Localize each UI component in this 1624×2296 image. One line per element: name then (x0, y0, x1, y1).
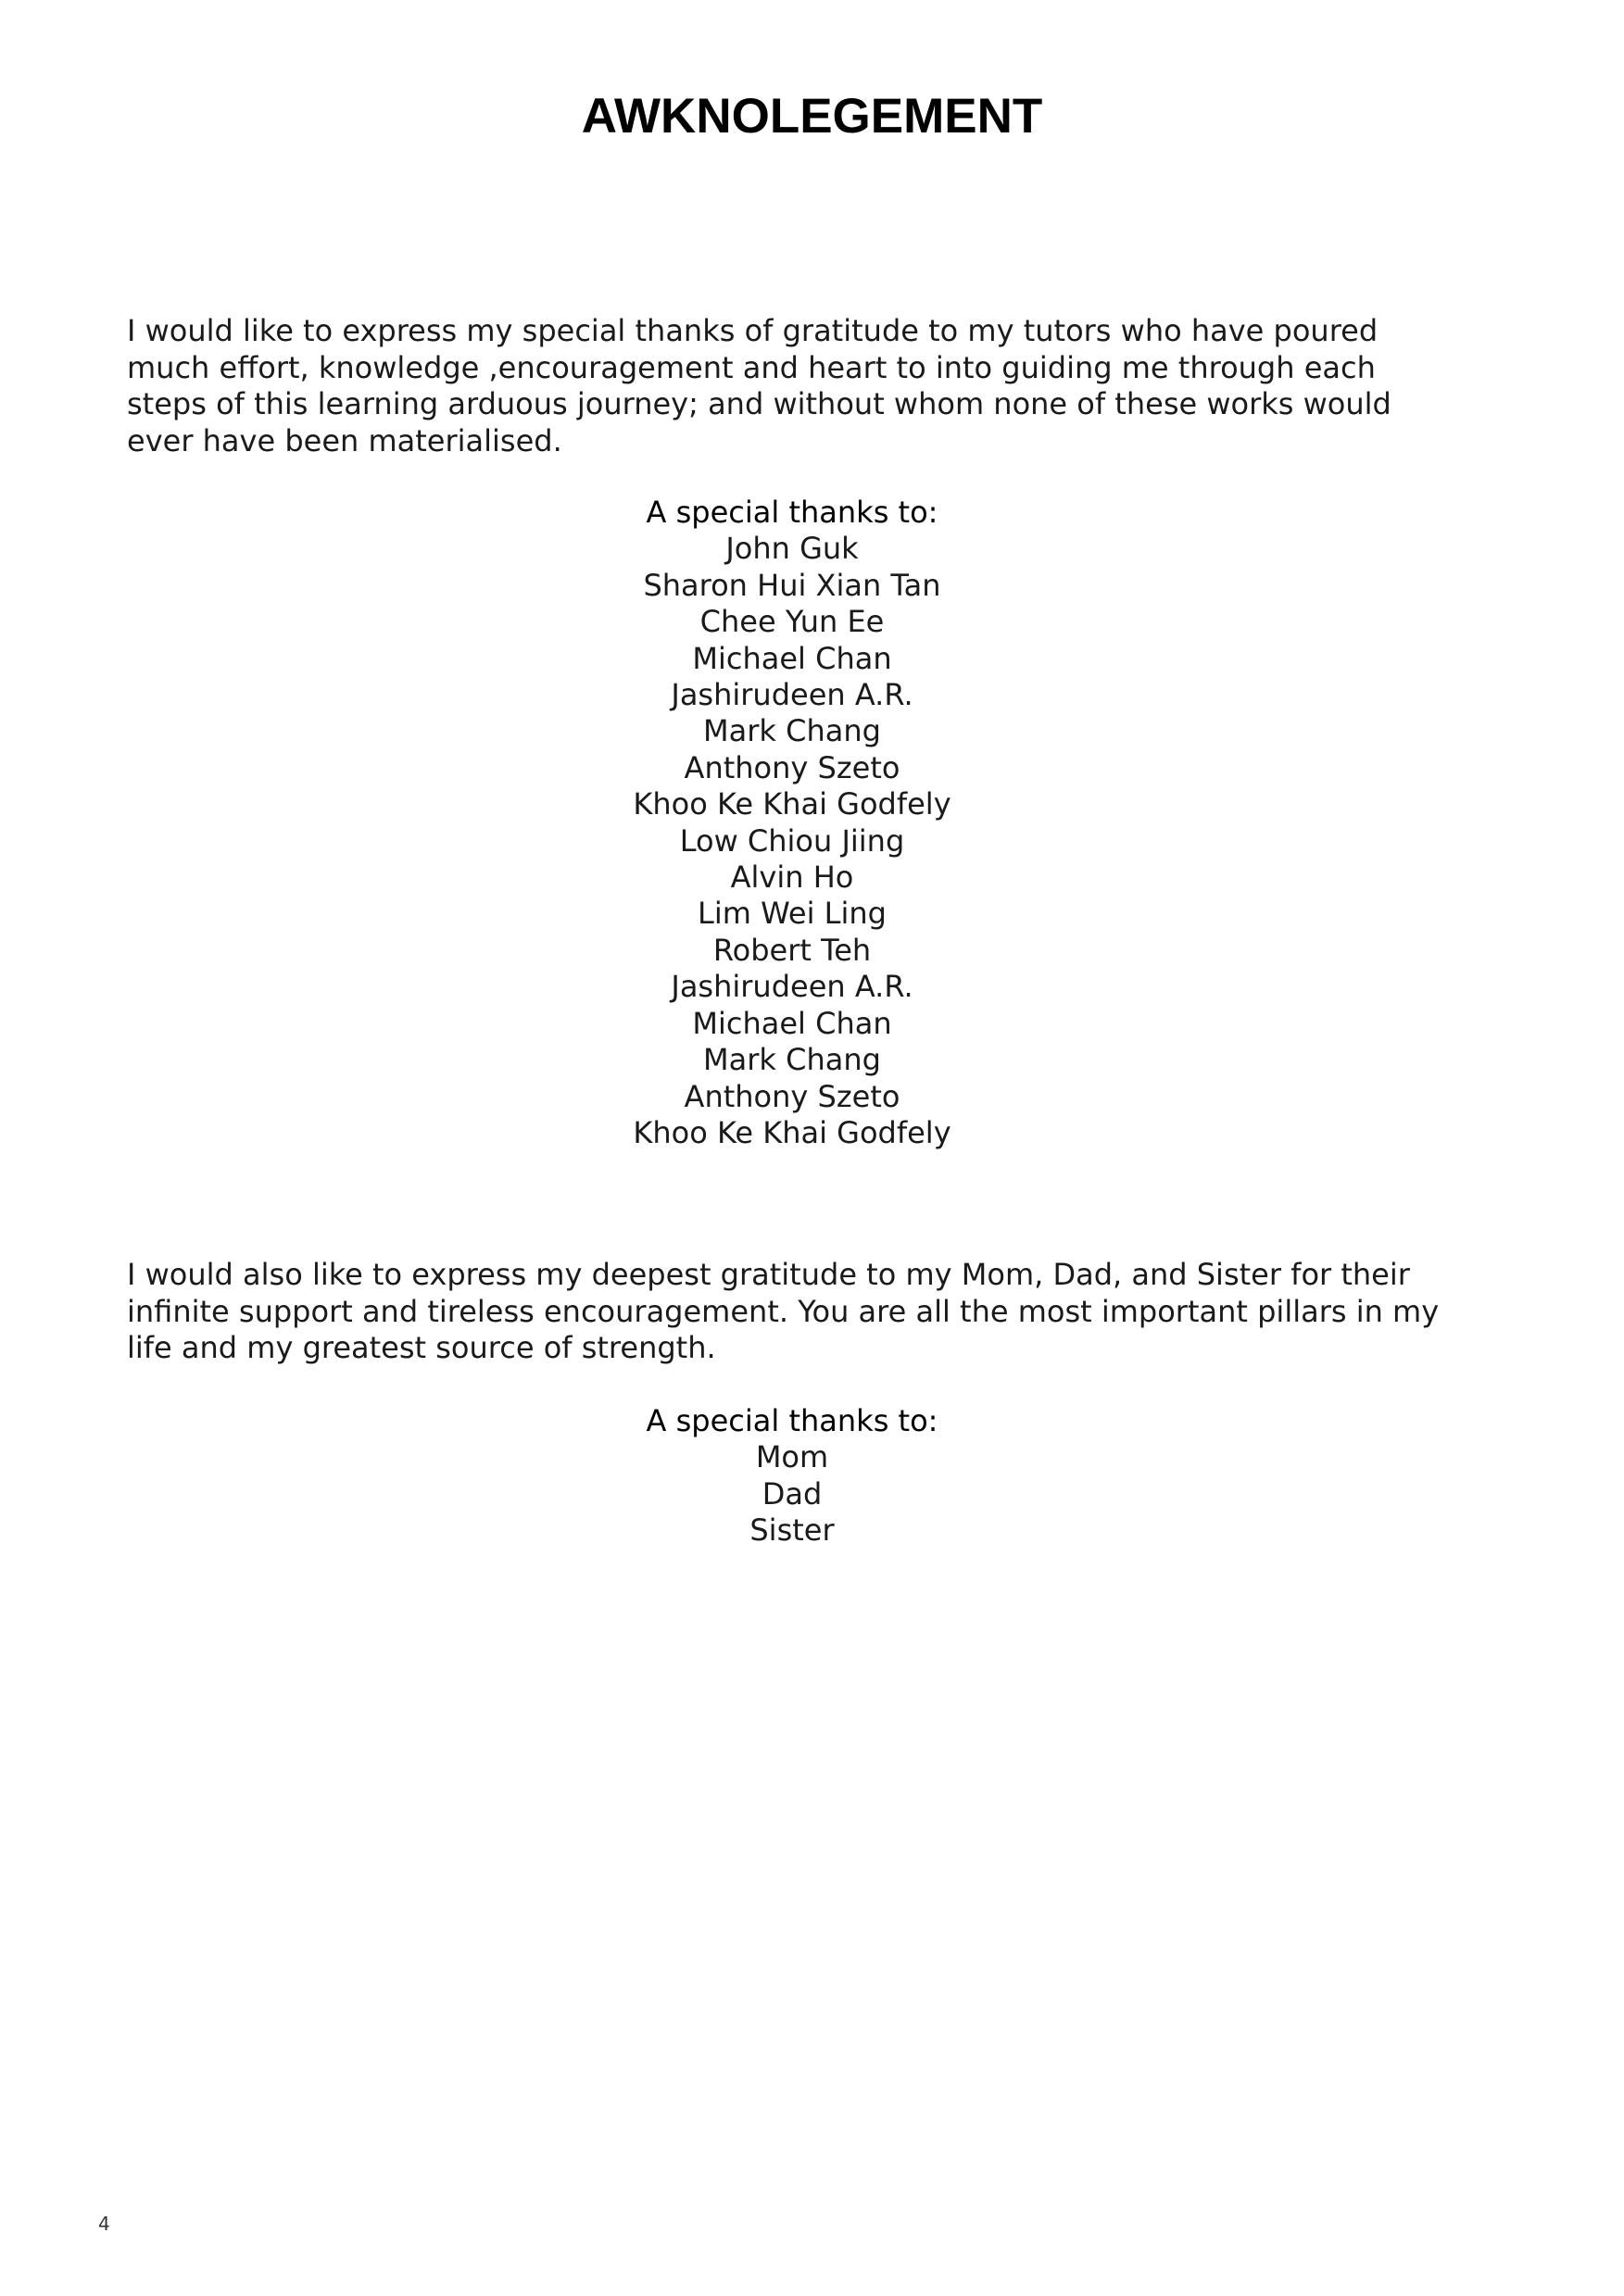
tutors-paragraph: I would like to express my special thanks of gratitude to my tutors who have poured much effort, knowledge ,encouragement and heart to into guiding me through each steps of this learning arduous journey; and without whom none of these works would ever have been materialised. (127, 313, 1391, 458)
tutor-name: Mark Chang (703, 1042, 881, 1078)
tutor-name: Anthony Szeto (684, 749, 900, 785)
family-name: Dad (762, 1475, 823, 1512)
family-paragraph: I would also like to express my deepest gratitude to my Mom, Dad, and Sister for their infinite support and tireless encouragement. You are all the most important pillars in my life and my greatest source of strength. (127, 1257, 1440, 1365)
family-name: Sister (749, 1512, 835, 1549)
tutor-name: Michael Chan (692, 1005, 892, 1041)
tutor-name: Chee Yun Ee (699, 604, 885, 640)
tutor-name: Jashirudeen A.R. (671, 677, 913, 713)
page-number: 4 (98, 2213, 110, 2235)
tutor-name: Jashirudeen A.R. (671, 969, 913, 1005)
page-title: AWKNOLEGEMENT (581, 89, 1043, 144)
tutor-name: Khoo Ke Khai Godfely (633, 1114, 951, 1150)
tutor-name: Low Chiou Jiing (679, 822, 905, 859)
tutor-name: John Guk (725, 531, 859, 567)
tutors-thanks-heading: A special thanks to: (646, 495, 938, 530)
family-name: Mom (755, 1439, 829, 1475)
tutor-name: Lim Wei Ling (698, 896, 887, 932)
tutor-name: Sharon Hui Xian Tan (643, 567, 941, 603)
tutor-name: Alvin Ho (730, 859, 854, 896)
tutor-name: Mark Chang (703, 713, 881, 749)
family-thanks-heading: A special thanks to: (646, 1403, 938, 1438)
tutors-thanks-list (0, 495, 1584, 1151)
tutor-name: Khoo Ke Khai Godfely (633, 786, 951, 822)
tutor-name: Michael Chan (692, 640, 892, 676)
family-thanks-list (0, 1403, 1584, 1549)
tutor-name: Robert Teh (712, 932, 872, 968)
tutor-name: Anthony Szeto (684, 1078, 900, 1114)
